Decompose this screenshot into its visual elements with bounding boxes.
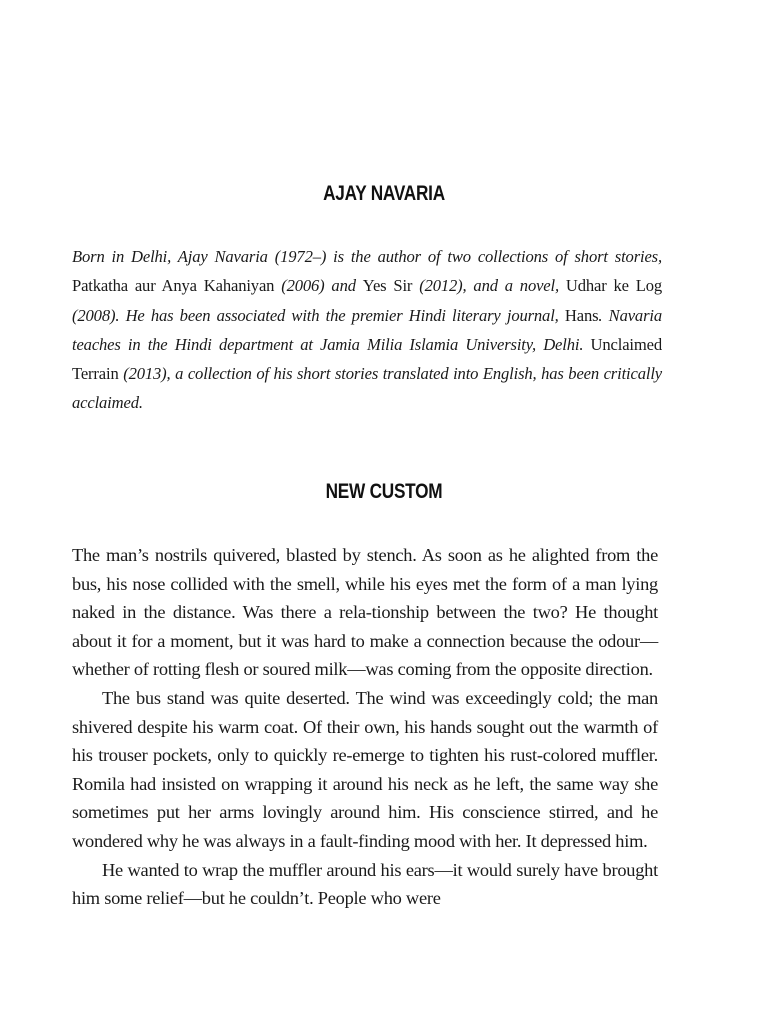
story-paragraph-2: The bus stand was quite deserted. The wind was exceedingly cold; the man shivered despite his warm coat. Of their own, his hands sought out the warmth of his trouser pockets, only to quickly re-emerge to tighten his rust-colored muffler. Romila had insisted on wrapping it around his neck as he left, the same way she sometimes put her arms lovingly around him. His conscience stirred, and he wondered why he was always in a fault-finding mood with her. It depressed him.: [72, 687, 658, 851]
bio-text-6: (2013), a collection of his short stories translated into English, has been critically acclaimed.: [72, 364, 662, 413]
bio-text-2: (2006) and: [274, 276, 363, 296]
author-heading: AJAY NAVARIA: [323, 182, 445, 205]
story-body: [72, 541, 658, 913]
bio-text-1: Born in Delhi, Ajay Navaria (1972–) is the author of two collections of short stories,: [72, 247, 662, 266]
bio-book-title-2: Yes Sir: [362, 276, 413, 296]
story-heading: NEW CUSTOM: [325, 480, 443, 503]
story-paragraph-3: He wanted to wrap the muffler around his ears—it would surely have brought him some relief—but he couldn’t. People who were: [72, 859, 658, 909]
bio-book-title-5: Unclaimed Terrain: [72, 334, 662, 384]
story-paragraph-1: The man’s nostrils quivered, blasted by stench. As soon as he alighted from the bus, his nose collided with the smell, while his eyes met the form of a man lying naked in the distance. Was there a rela-tionship between the two? He thought about it for a moment, but it was hard to make a connection because the odour—whether of rotting flesh or soured milk—was coming from the opposite direction.: [72, 545, 658, 680]
bio-book-title-1: Patkatha aur Anya Kahaniyan: [72, 276, 275, 296]
author-bio: [72, 242, 662, 418]
bio-text-4: (2008). He has been associated with the premier Hindi literary journal,: [72, 305, 565, 325]
bio-journal-title: Hans: [564, 305, 599, 325]
bio-text-5: . Navaria teaches in the Hindi department at Jamia Milia Islamia University, Delhi.: [72, 305, 662, 354]
bio-text-3: (2012), and a novel,: [412, 276, 566, 296]
bio-book-title-3: Udhar ke Log: [565, 276, 663, 296]
